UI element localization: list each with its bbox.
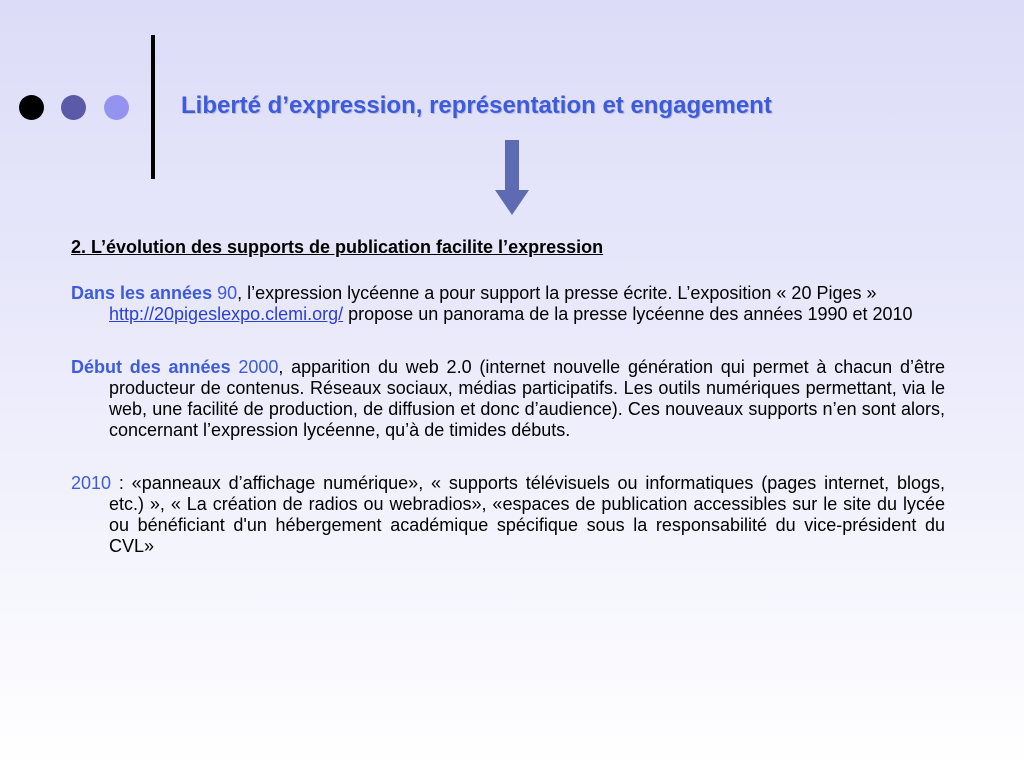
paragraph-text: : «panneaux d’affichage numérique», « supports télévisuels ou informatiques (pages internet, blogs, etc.) », « La création de radios ou webradios», «espaces de publication accessibles sur le site du lycée ou bénéficiant d'un hébergement académique spécifique sous la responsabilité du vice-président du CVL» bbox=[109, 473, 945, 556]
period-year: 90 bbox=[212, 283, 238, 303]
paragraph-2000s bbox=[71, 357, 945, 441]
arrow-down-icon bbox=[494, 140, 530, 216]
period-year: 2010 bbox=[71, 473, 112, 493]
paragraph-2010 bbox=[71, 473, 945, 557]
slide-title: Liberté d’expression, représentation et engagement bbox=[181, 92, 772, 119]
paragraph-text: , l’expression lycéenne a pour support la presse écrite. L’exposition « 20 Piges » bbox=[237, 283, 877, 303]
decor-dot-black bbox=[19, 95, 44, 120]
paragraph-text: , apparition du web 2.0 (internet nouvelle génération qui permet à chacun d’être producteur de contenus. Réseaux sociaux, médias participatifs. Les outils numériques permettant, via le web, une facilité de production, de diffusion et donc d’audience). Ces nouveaux supports n’en sont alors, concernant l’expression lycéenne, qu’à de timides débuts. bbox=[109, 357, 945, 440]
decor-dot-purple bbox=[61, 95, 86, 120]
section-heading: 2. L’évolution des supports de publication facilite l’expression bbox=[71, 237, 604, 257]
paragraph-text: propose un panorama de la presse lycéenne des années 1990 et 2010 bbox=[343, 304, 913, 324]
slide-content bbox=[71, 237, 945, 589]
exhibition-link[interactable]: http://20pigeslexpo.clemi.org/ bbox=[109, 304, 344, 324]
period-label: Dans les années bbox=[71, 283, 213, 303]
period-label: Début des années bbox=[71, 357, 231, 377]
period-year: 2000 bbox=[230, 357, 279, 377]
paragraph-1990s bbox=[71, 283, 945, 325]
decor-dot-lavender bbox=[104, 95, 129, 120]
title-divider bbox=[151, 35, 155, 179]
